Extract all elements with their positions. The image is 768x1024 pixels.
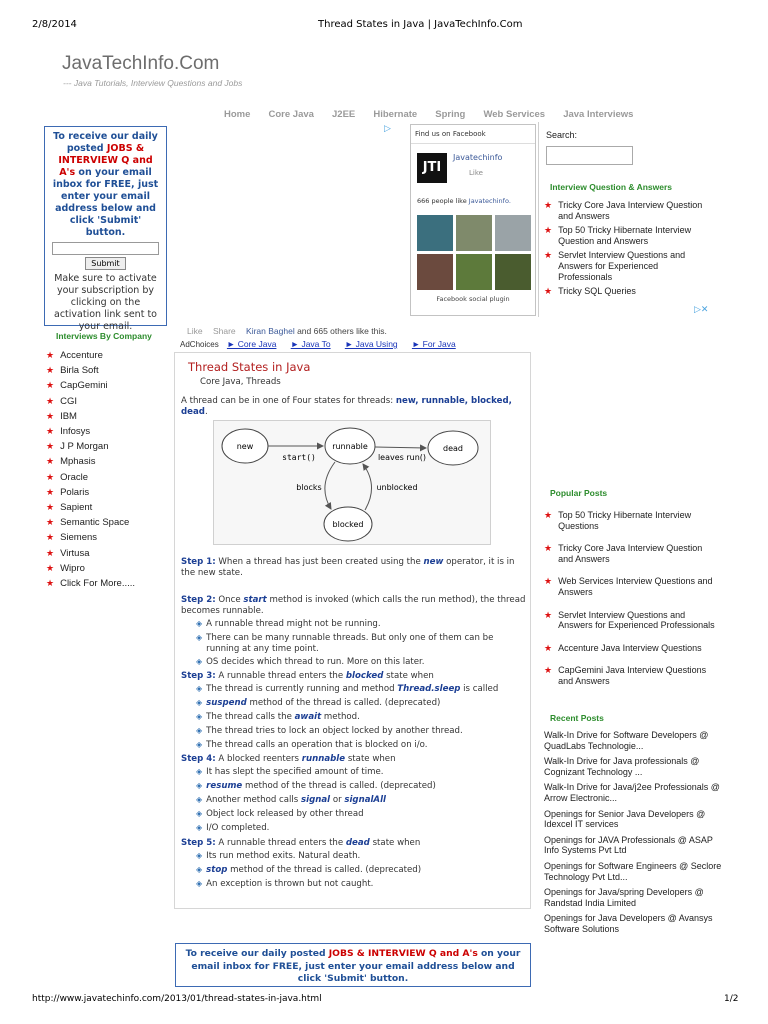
- fb-find-us: Find us on Facebook: [411, 125, 535, 144]
- popular-heading: Popular Posts: [550, 488, 608, 498]
- recent-post-link[interactable]: Walk-In Drive for Java professionals @ Cognizant Technology ...: [544, 756, 700, 777]
- company-link[interactable]: ★ IBM: [46, 410, 77, 422]
- promo-text-2: JOBS & INTERVIEW Q and A's: [58, 143, 153, 178]
- label-runnable: runnable: [332, 442, 368, 451]
- list-item: ◈ The thread calls an operation that is blocked on i/o.: [196, 740, 428, 750]
- step-2-bullets: [196, 617, 521, 669]
- avatar[interactable]: [495, 254, 531, 290]
- interview-heading: Interview Question & Answers: [550, 182, 673, 192]
- article-intro: A thread can be in one of Four states for threads: new, runnable, blocked, dead.: [181, 396, 512, 417]
- nav-spring[interactable]: Spring: [435, 109, 466, 120]
- sidebar-post-link[interactable]: ★ CapGemini Java Interview Questions and Answers: [544, 665, 707, 686]
- interview-list: [544, 200, 714, 301]
- ad-link-for-java[interactable]: ► For Java: [411, 339, 456, 349]
- fb-page-name[interactable]: Javatechinfo: [453, 153, 503, 162]
- star-icon: ★: [46, 441, 55, 452]
- star-icon: ★: [46, 456, 55, 467]
- recent-post-link[interactable]: Openings for JAVA Professionals @ ASAP Info Systems Pvt Ltd: [544, 834, 713, 856]
- bullet-icon: ◈: [196, 684, 203, 693]
- company-link[interactable]: ★ Sapient: [46, 502, 93, 514]
- bullet-icon: ◈: [196, 726, 203, 735]
- company-link[interactable]: ★ Polaris: [46, 486, 90, 498]
- promo-text-3: on your email inbox for FREE, just enter your email address below and click 'Submit' button.: [52, 167, 159, 238]
- article-labels[interactable]: Core Java, Threads: [200, 377, 281, 387]
- star-icon: ★: [46, 350, 55, 360]
- star-icon: ★: [46, 395, 55, 406]
- step-2: Step 2: Once start method is invoked (which calls the run method), the thread becomes runnable.: [181, 595, 526, 616]
- star-icon: ★: [46, 562, 55, 573]
- search-input[interactable]: [546, 146, 633, 165]
- fb-like-button[interactable]: Like: [469, 169, 483, 177]
- recent-heading: Recent Posts: [550, 713, 604, 723]
- article-title[interactable]: Thread States in Java: [188, 360, 311, 374]
- liker-name[interactable]: Kiran Baghel: [246, 326, 295, 336]
- label-leaves-run: leaves run(): [377, 453, 427, 462]
- star-icon: ★: [544, 286, 553, 297]
- company-link[interactable]: ★ CapGemini: [46, 380, 108, 392]
- step-3: Step 3: A runnable thread enters the blocked state when: [181, 671, 434, 681]
- label-unblocked: unblocked: [376, 483, 418, 492]
- print-url: http://www.javatechinfo.com/2013/01/thread-states-in-java.html: [32, 994, 322, 1004]
- label-blocked: blocked: [332, 520, 364, 529]
- bullet-icon: ◈: [196, 809, 203, 818]
- label-start: start(): [282, 453, 316, 462]
- star-icon: ★: [544, 250, 553, 261]
- sidebar-post-link[interactable]: ★ Tricky SQL Queries: [544, 286, 636, 297]
- list-item: ◈ stop method of the thread is called. (deprecated): [196, 865, 422, 875]
- list-item: ◈ The thread calls the await method.: [196, 712, 360, 722]
- company-link[interactable]: ★ Infosys: [46, 426, 91, 438]
- star-icon: ★: [544, 642, 553, 653]
- avatar[interactable]: [456, 254, 492, 290]
- bullet-icon: ◈: [196, 657, 203, 667]
- sidebar-post-link[interactable]: ★ Servlet Interview Questions and Answers for Experienced Professionals: [544, 250, 686, 282]
- step-5: Step 5: A runnable thread enters the dead state when: [181, 838, 421, 848]
- star-icon: ★: [46, 547, 55, 558]
- fb-avatars: [417, 215, 531, 290]
- sidebar-post-link[interactable]: ★ Web Services Interview Questions and Answers: [544, 576, 713, 597]
- recent-post-link[interactable]: Openings for Java/spring Developers @ Randstad India Limited: [544, 887, 704, 908]
- list-item: ◈ An exception is thrown but not caught.: [196, 879, 374, 889]
- star-icon: ★: [544, 665, 553, 676]
- nav-home[interactable]: Home: [224, 109, 251, 120]
- avatar[interactable]: [417, 215, 453, 251]
- fb-page-logo: JTI: [417, 153, 447, 183]
- column-divider: [538, 122, 539, 317]
- bullet-icon: ◈: [196, 851, 203, 860]
- star-icon: ★: [46, 365, 55, 376]
- bullet-icon: ◈: [196, 619, 203, 628]
- list-item: ◈ The thread is currently running and method Thread.sleep is called: [196, 684, 499, 694]
- recent-post-link[interactable]: Openings for Software Engineers @ Seclore Technology Pvt Ltd...: [544, 860, 722, 882]
- thread-state-diagram: [213, 420, 491, 545]
- step-3-bullets: [196, 682, 521, 752]
- ad-close-icon[interactable]: ▷✕: [694, 305, 709, 315]
- print-page: 1/2: [724, 994, 739, 1004]
- sidebar-post-link[interactable]: ★ Top 50 Tricky Hibernate Interview Questions: [544, 510, 692, 531]
- star-icon: ★: [544, 576, 553, 587]
- step-4: Step 4: A blocked reenters runnable state when: [181, 754, 396, 764]
- bullet-icon: ◈: [196, 698, 203, 707]
- site-title[interactable]: JavaTechInfo.Com: [62, 53, 220, 74]
- search-label: Search:: [546, 130, 578, 140]
- nav-java-interviews[interactable]: Java Interviews: [563, 109, 634, 120]
- step-4-bullets: [196, 765, 521, 835]
- list-item: ◈ The thread tries to lock an object locked by another thread.: [196, 726, 463, 736]
- list-item: ◈ Another method calls signal or signalAll: [196, 795, 386, 805]
- facebook-box: [410, 124, 536, 316]
- adchoices-bar: [180, 339, 456, 349]
- recent-post-link[interactable]: Openings for Java Developers @ Avansys Software Solutions: [544, 913, 713, 934]
- bottom-subscribe-box: To receive our daily posted JOBS & INTERVIEW Q and A's on your email inbox for FREE, just enter your email address below and click 'Submit' button.: [175, 943, 531, 987]
- recent-list: [544, 730, 722, 940]
- sidebar-post-link[interactable]: ★ Tricky Core Java Interview Question and Answers: [544, 543, 703, 564]
- email-input[interactable]: [52, 242, 159, 255]
- star-icon: ★: [544, 543, 553, 554]
- nav-j2ee[interactable]: J2EE: [332, 109, 356, 120]
- bullet-icon: ◈: [196, 781, 203, 790]
- avatar[interactable]: [417, 254, 453, 290]
- list-item: ◈ resume method of the thread is called. (deprecated): [196, 781, 436, 791]
- sidebar-post-link[interactable]: ★ Top 50 Tricky Hibernate Interview Question and Answers: [544, 225, 692, 246]
- ad-link-core-java[interactable]: ► Core Java: [226, 339, 277, 349]
- star-icon: ★: [544, 225, 553, 236]
- star-icon: ★: [46, 426, 55, 437]
- label-new: new: [236, 442, 254, 451]
- nav-web-services[interactable]: Web Services: [483, 109, 546, 120]
- company-link[interactable]: ★ J P Morgan: [46, 441, 109, 453]
- company-link[interactable]: ★ Oracle: [46, 471, 89, 483]
- list-item: ◈ Object lock released by other thread: [196, 809, 364, 819]
- star-icon: ★: [544, 609, 553, 620]
- star-icon: ★: [46, 380, 55, 391]
- star-icon: ★: [46, 486, 55, 497]
- bullet-icon: ◈: [196, 879, 203, 888]
- nav-core-java[interactable]: Core Java: [268, 109, 314, 120]
- nav-hibernate[interactable]: Hibernate: [373, 109, 418, 120]
- fb-like-count: 666 people like Javatechinfo.: [417, 197, 511, 205]
- label-blocks: blocks: [296, 483, 322, 492]
- ad-link-java-using[interactable]: ► Java Using: [344, 339, 398, 349]
- label-dead: dead: [443, 444, 463, 453]
- star-icon: ★: [46, 471, 55, 482]
- sidebar-post-link[interactable]: ★ Servlet Interview Questions and Answers for Experienced Professionals: [544, 609, 715, 631]
- share-button[interactable]: Share: [212, 326, 236, 336]
- fb-social-plugin: Facebook social plugin: [436, 295, 510, 303]
- bullet-icon: ◈: [196, 767, 203, 776]
- avatar[interactable]: [456, 215, 492, 251]
- star-icon: ★: [544, 510, 553, 520]
- bullet-icon: ◈: [196, 823, 203, 832]
- print-date: 2/8/2014: [32, 19, 77, 30]
- bullet-icon: ◈: [196, 633, 203, 642]
- company-link[interactable]: ★ Mphasis: [46, 456, 96, 468]
- star-icon: ★: [46, 517, 55, 528]
- star-icon: ★: [46, 410, 55, 421]
- submit-button[interactable]: Submit: [85, 257, 125, 270]
- promo-text-1: To receive our daily posted: [53, 131, 158, 154]
- list-item: ◈ suspend method of the thread is called. (deprecated): [196, 698, 441, 708]
- ad-link-java-to[interactable]: ► Java To: [290, 339, 331, 349]
- adchoices-label[interactable]: AdChoices: [180, 340, 219, 349]
- list-item: ◈ I/O completed.: [196, 823, 270, 833]
- activation-note: Make sure to activate your subscription by clicking on the activation link sent to your email.: [54, 273, 157, 332]
- list-item: ◈ It has slept the specified amount of time.: [196, 767, 384, 777]
- bullet-icon: ◈: [196, 740, 203, 749]
- company-link[interactable]: ★ Click For More.....: [46, 578, 136, 590]
- company-list: [46, 348, 135, 591]
- subscribe-box: [44, 126, 167, 332]
- like-button[interactable]: Like: [187, 326, 203, 336]
- company-link[interactable]: ★ Siemens: [46, 532, 98, 544]
- like-bar: Like Share Kiran Baghel and 665 others like this.: [187, 326, 387, 336]
- step-1: Step 1: When a thread has just been created using the new operator, it is in the new state.: [181, 557, 515, 578]
- bullet-icon: ◈: [196, 865, 203, 874]
- recent-post-link[interactable]: Walk-In Drive for Software Developers @ QuadLabs Technologie...: [544, 730, 709, 751]
- company-link[interactable]: ★ Birla Soft: [46, 365, 99, 377]
- avatar[interactable]: [495, 215, 531, 251]
- bullet-icon: ◈: [196, 795, 203, 804]
- ad-info-icon[interactable]: ▷: [384, 124, 391, 134]
- company-link[interactable]: ★ Virtusa: [46, 547, 90, 559]
- company-link[interactable]: ★ CGI: [46, 395, 77, 407]
- list-item: ◈ OS decides which thread to run. More on this later.: [196, 657, 425, 668]
- step-5-bullets: [196, 849, 521, 891]
- site-tagline: --- Java Tutorials, Interview Questions and Jobs: [63, 78, 243, 88]
- star-icon: ★: [46, 502, 55, 513]
- print-title: Thread States in Java | JavaTechInfo.Com: [318, 19, 523, 30]
- company-link[interactable]: ★ Accenture: [46, 350, 103, 361]
- popular-list: [544, 510, 719, 699]
- sidebar-post-link[interactable]: ★ Accenture Java Interview Questions: [544, 642, 702, 653]
- list-item: ◈ A runnable thread might not be running.: [196, 619, 381, 629]
- main-nav: [224, 102, 646, 121]
- bullet-icon: ◈: [196, 712, 203, 721]
- sidebar-post-link[interactable]: ★ Tricky Core Java Interview Question and Answers: [544, 200, 703, 221]
- star-icon: ★: [46, 532, 55, 543]
- star-icon: ★: [544, 200, 553, 210]
- company-link[interactable]: ★ Wipro: [46, 562, 85, 574]
- star-icon: ★: [46, 578, 55, 589]
- recent-post-link[interactable]: Openings for Senior Java Developers @ Idexcel IT services: [544, 808, 706, 830]
- companies-heading: Interviews By Company: [56, 331, 152, 341]
- company-link[interactable]: ★ Semantic Space: [46, 517, 130, 529]
- list-item: ◈ Its run method exits. Natural death.: [196, 851, 361, 861]
- list-item: ◈ There can be many runnable threads. But only one of them can be running at any time point.: [196, 633, 494, 654]
- recent-post-link[interactable]: Walk-In Drive for Java/j2ee Professionals @ Arrow Electronic...: [544, 782, 720, 803]
